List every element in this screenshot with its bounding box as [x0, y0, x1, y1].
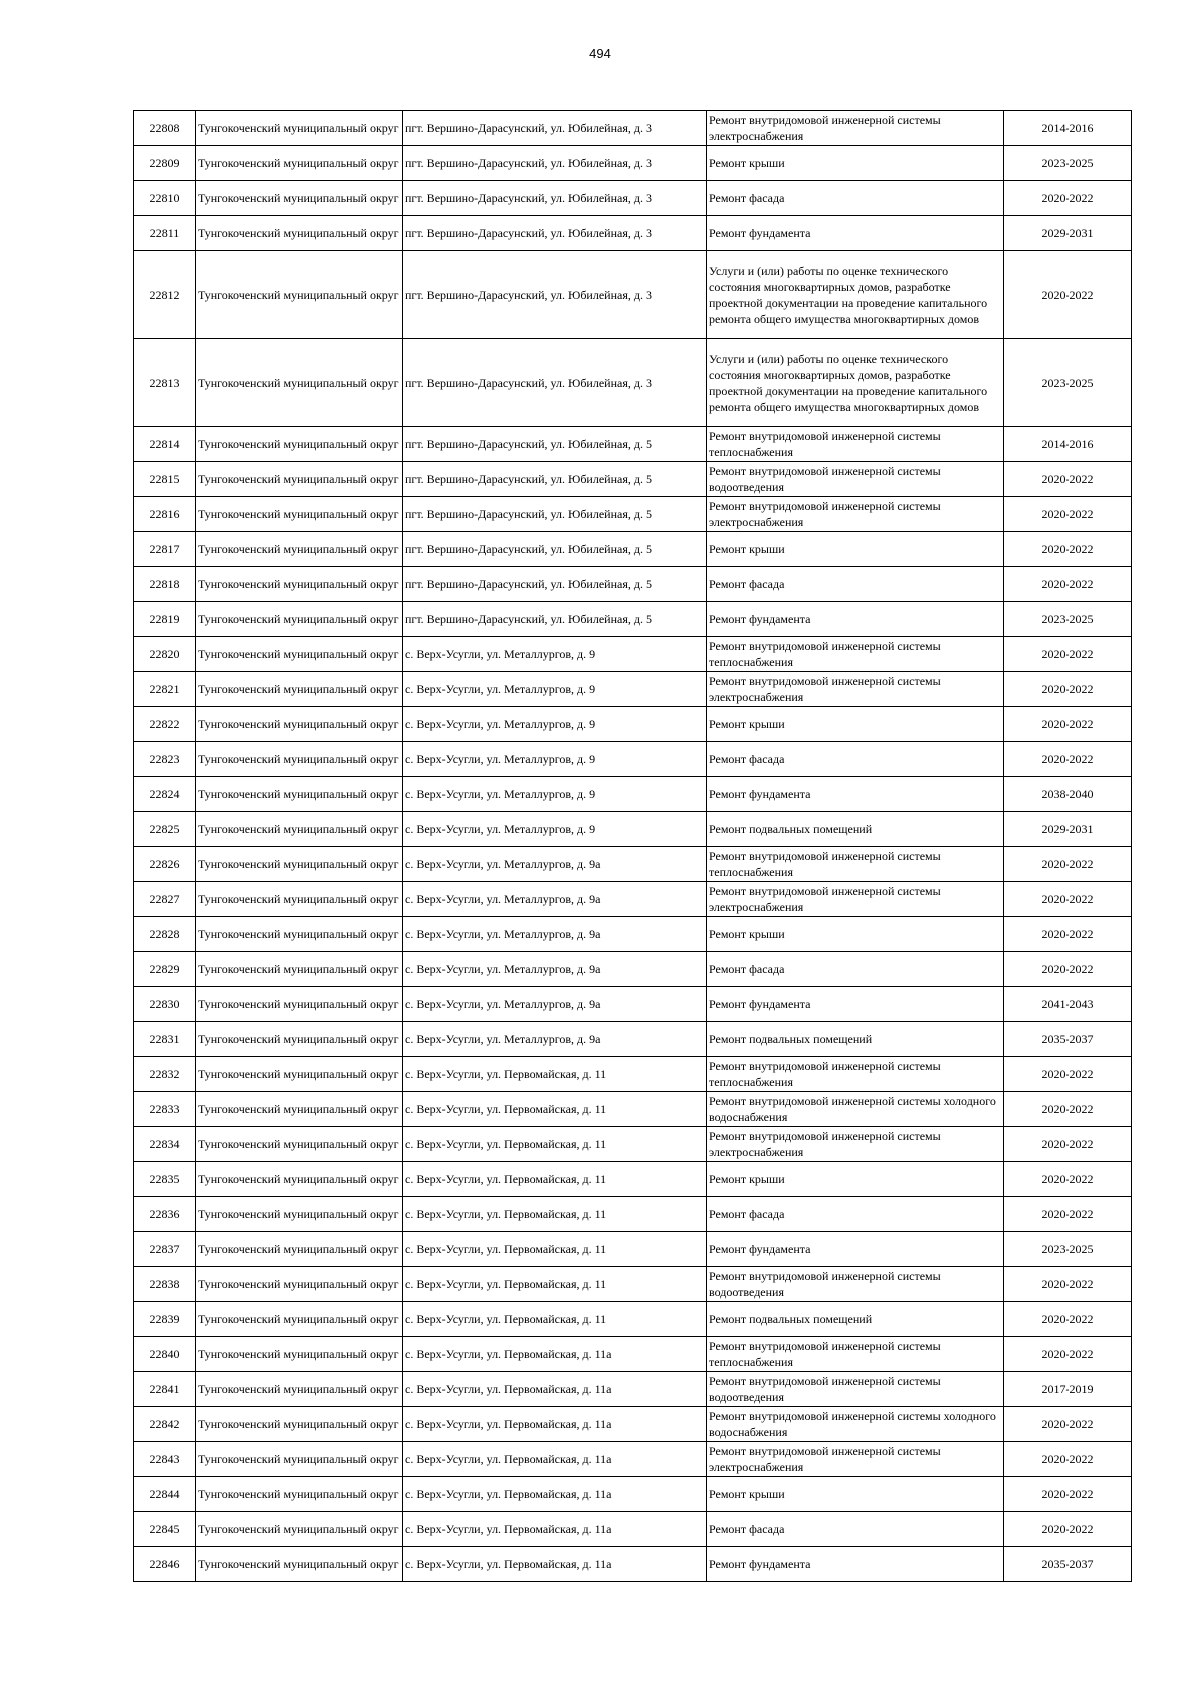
work-type-cell: Ремонт подвальных помещений [707, 812, 1004, 847]
address-cell: пгт. Вершино-Дарасунский, ул. Юбилейная, д. 3 [403, 181, 707, 216]
row-number-cell: 22840 [134, 1337, 196, 1372]
row-number-cell: 22845 [134, 1512, 196, 1547]
work-type-cell: Ремонт крыши [707, 532, 1004, 567]
work-type-cell: Ремонт внутридомовой инженерной системы водоотведения [707, 462, 1004, 497]
table-row [134, 987, 1132, 1022]
period-cell: 2020-2022 [1004, 742, 1132, 777]
municipality-cell: Тунгокоченский муниципальный округ [196, 1547, 403, 1582]
period-cell: 2020-2022 [1004, 1512, 1132, 1547]
work-type-cell: Ремонт фундамента [707, 602, 1004, 637]
period-cell: 2020-2022 [1004, 532, 1132, 567]
table-row [134, 1267, 1132, 1302]
period-cell: 2020-2022 [1004, 251, 1132, 339]
row-number-cell: 22812 [134, 251, 196, 339]
table-row [134, 216, 1132, 251]
work-type-cell: Ремонт внутридомовой инженерной системы теплоснабжения [707, 1337, 1004, 1372]
row-number-cell: 22823 [134, 742, 196, 777]
work-type-cell: Ремонт крыши [707, 1162, 1004, 1197]
table-row [134, 427, 1132, 462]
period-cell: 2020-2022 [1004, 707, 1132, 742]
period-cell: 2020-2022 [1004, 1267, 1132, 1302]
address-cell: с. Верх-Усугли, ул. Первомайская, д. 11 [403, 1127, 707, 1162]
address-cell: с. Верх-Усугли, ул. Металлургов, д. 9 [403, 672, 707, 707]
row-number-cell: 22808 [134, 111, 196, 146]
municipality-cell: Тунгокоченский муниципальный округ [196, 1057, 403, 1092]
table-row [134, 1512, 1132, 1547]
page-number: 494 [589, 46, 611, 61]
address-cell: пгт. Вершино-Дарасунский, ул. Юбилейная, д. 5 [403, 497, 707, 532]
table-row [134, 707, 1132, 742]
table-row [134, 146, 1132, 181]
row-number-cell: 22818 [134, 567, 196, 602]
address-cell: с. Верх-Усугли, ул. Первомайская, д. 11а [403, 1337, 707, 1372]
municipality-cell: Тунгокоченский муниципальный округ [196, 1232, 403, 1267]
row-number-cell: 22829 [134, 952, 196, 987]
work-type-cell: Ремонт крыши [707, 707, 1004, 742]
address-cell: пгт. Вершино-Дарасунский, ул. Юбилейная, д. 5 [403, 462, 707, 497]
table-row [134, 111, 1132, 146]
table-row [134, 1442, 1132, 1477]
table-row [134, 1407, 1132, 1442]
work-type-cell: Ремонт внутридомовой инженерной системы электроснабжения [707, 1442, 1004, 1477]
work-type-cell: Ремонт фасада [707, 1512, 1004, 1547]
table-row [134, 812, 1132, 847]
work-type-cell: Ремонт внутридомовой инженерной системы холодного водоснабжения [707, 1407, 1004, 1442]
address-cell: с. Верх-Усугли, ул. Металлургов, д. 9 [403, 812, 707, 847]
address-cell: пгт. Вершино-Дарасунский, ул. Юбилейная, д. 3 [403, 216, 707, 251]
municipality-cell: Тунгокоченский муниципальный округ [196, 1302, 403, 1337]
address-cell: с. Верх-Усугли, ул. Металлургов, д. 9а [403, 952, 707, 987]
row-number-cell: 22841 [134, 1372, 196, 1407]
work-type-cell: Ремонт внутридомовой инженерной системы холодного водоснабжения [707, 1092, 1004, 1127]
period-cell: 2038-2040 [1004, 777, 1132, 812]
table-row [134, 181, 1132, 216]
table-row [134, 602, 1132, 637]
municipality-cell: Тунгокоченский муниципальный округ [196, 1092, 403, 1127]
address-cell: с. Верх-Усугли, ул. Первомайская, д. 11 [403, 1092, 707, 1127]
work-type-cell: Ремонт фундамента [707, 777, 1004, 812]
row-number-cell: 22831 [134, 1022, 196, 1057]
row-number-cell: 22815 [134, 462, 196, 497]
table-row [134, 532, 1132, 567]
municipality-cell: Тунгокоченский муниципальный округ [196, 812, 403, 847]
period-cell: 2029-2031 [1004, 812, 1132, 847]
address-cell: с. Верх-Усугли, ул. Первомайская, д. 11 [403, 1302, 707, 1337]
address-cell: с. Верх-Усугли, ул. Первомайская, д. 11а [403, 1477, 707, 1512]
row-number-cell: 22816 [134, 497, 196, 532]
address-cell: с. Верх-Усугли, ул. Металлургов, д. 9 [403, 637, 707, 672]
work-type-cell: Ремонт фундамента [707, 216, 1004, 251]
municipality-cell: Тунгокоченский муниципальный округ [196, 1442, 403, 1477]
municipality-cell: Тунгокоченский муниципальный округ [196, 567, 403, 602]
municipality-cell: Тунгокоченский муниципальный округ [196, 987, 403, 1022]
table-row [134, 251, 1132, 339]
table-row [134, 1162, 1132, 1197]
address-cell: с. Верх-Усугли, ул. Металлургов, д. 9а [403, 847, 707, 882]
row-number-cell: 22811 [134, 216, 196, 251]
address-cell: пгт. Вершино-Дарасунский, ул. Юбилейная, д. 5 [403, 427, 707, 462]
table-row [134, 567, 1132, 602]
period-cell: 2020-2022 [1004, 1092, 1132, 1127]
table-row [134, 1547, 1132, 1582]
period-cell: 2020-2022 [1004, 952, 1132, 987]
table-row [134, 742, 1132, 777]
address-cell: с. Верх-Усугли, ул. Первомайская, д. 11 [403, 1267, 707, 1302]
address-cell: с. Верх-Усугли, ул. Первомайская, д. 11 [403, 1232, 707, 1267]
period-cell: 2014-2016 [1004, 427, 1132, 462]
municipality-cell: Тунгокоченский муниципальный округ [196, 777, 403, 812]
row-number-cell: 22817 [134, 532, 196, 567]
period-cell: 2020-2022 [1004, 1127, 1132, 1162]
municipality-cell: Тунгокоченский муниципальный округ [196, 1477, 403, 1512]
period-cell: 2029-2031 [1004, 216, 1132, 251]
work-type-cell: Ремонт фасада [707, 567, 1004, 602]
row-number-cell: 22835 [134, 1162, 196, 1197]
work-type-cell: Ремонт фундамента [707, 987, 1004, 1022]
municipality-cell: Тунгокоченский муниципальный округ [196, 637, 403, 672]
row-number-cell: 22836 [134, 1197, 196, 1232]
row-number-cell: 22830 [134, 987, 196, 1022]
work-type-cell: Ремонт внутридомовой инженерной системы электроснабжения [707, 497, 1004, 532]
address-cell: пгт. Вершино-Дарасунский, ул. Юбилейная, д. 3 [403, 111, 707, 146]
period-cell: 2023-2025 [1004, 146, 1132, 181]
period-cell: 2020-2022 [1004, 181, 1132, 216]
work-type-cell: Ремонт внутридомовой инженерной системы электроснабжения [707, 882, 1004, 917]
period-cell: 2020-2022 [1004, 1442, 1132, 1477]
work-type-cell: Ремонт внутридомовой инженерной системы водоотведения [707, 1267, 1004, 1302]
row-number-cell: 22821 [134, 672, 196, 707]
municipality-cell: Тунгокоченский муниципальный округ [196, 146, 403, 181]
period-cell: 2023-2025 [1004, 602, 1132, 637]
address-cell: с. Верх-Усугли, ул. Первомайская, д. 11 [403, 1057, 707, 1092]
period-cell: 2020-2022 [1004, 1197, 1132, 1232]
work-type-cell: Ремонт фундамента [707, 1232, 1004, 1267]
period-cell: 2020-2022 [1004, 1162, 1132, 1197]
address-cell: пгт. Вершино-Дарасунский, ул. Юбилейная, д. 3 [403, 146, 707, 181]
work-type-cell: Ремонт внутридомовой инженерной системы электроснабжения [707, 111, 1004, 146]
work-type-cell: Ремонт фасада [707, 742, 1004, 777]
row-number-cell: 22826 [134, 847, 196, 882]
work-type-cell: Ремонт внутридомовой инженерной системы водоотведения [707, 1372, 1004, 1407]
work-type-cell: Услуги и (или) работы по оценке технического состояния многоквартирных домов, разработке проектной документации на проведение капитального ремонта общего имущества многоквартирных домов [707, 251, 1004, 339]
table-row [134, 1337, 1132, 1372]
work-type-cell: Услуги и (или) работы по оценке технического состояния многоквартирных домов, разработке проектной документации на проведение капитального ремонта общего имущества многоквартирных домов [707, 339, 1004, 427]
address-cell: с. Верх-Усугли, ул. Металлургов, д. 9а [403, 917, 707, 952]
period-cell: 2020-2022 [1004, 637, 1132, 672]
address-cell: с. Верх-Усугли, ул. Первомайская, д. 11а [403, 1512, 707, 1547]
period-cell: 2035-2037 [1004, 1022, 1132, 1057]
work-type-cell: Ремонт внутридомовой инженерной системы электроснабжения [707, 672, 1004, 707]
row-number-cell: 22813 [134, 339, 196, 427]
row-number-cell: 22814 [134, 427, 196, 462]
period-cell: 2020-2022 [1004, 917, 1132, 952]
address-cell: пгт. Вершино-Дарасунский, ул. Юбилейная, д. 5 [403, 602, 707, 637]
period-cell: 2020-2022 [1004, 882, 1132, 917]
work-type-cell: Ремонт внутридомовой инженерной системы электроснабжения [707, 1127, 1004, 1162]
municipality-cell: Тунгокоченский муниципальный округ [196, 251, 403, 339]
work-type-cell: Ремонт фасада [707, 952, 1004, 987]
address-cell: с. Верх-Усугли, ул. Первомайская, д. 11а [403, 1442, 707, 1477]
address-cell: с. Верх-Усугли, ул. Металлургов, д. 9а [403, 882, 707, 917]
work-type-cell: Ремонт подвальных помещений [707, 1022, 1004, 1057]
municipality-cell: Тунгокоченский муниципальный округ [196, 1162, 403, 1197]
row-number-cell: 22824 [134, 777, 196, 812]
period-cell: 2020-2022 [1004, 1407, 1132, 1442]
table-row [134, 462, 1132, 497]
table-row [134, 1092, 1132, 1127]
row-number-cell: 22809 [134, 146, 196, 181]
municipality-cell: Тунгокоченский муниципальный округ [196, 339, 403, 427]
row-number-cell: 22837 [134, 1232, 196, 1267]
work-type-cell: Ремонт крыши [707, 1477, 1004, 1512]
municipality-cell: Тунгокоченский муниципальный округ [196, 1127, 403, 1162]
municipality-cell: Тунгокоченский муниципальный округ [196, 1022, 403, 1057]
address-cell: пгт. Вершино-Дарасунский, ул. Юбилейная, д. 5 [403, 567, 707, 602]
table-body [134, 111, 1132, 1582]
period-cell: 2020-2022 [1004, 847, 1132, 882]
address-cell: с. Верх-Усугли, ул. Металлургов, д. 9 [403, 777, 707, 812]
work-type-cell: Ремонт внутридомовой инженерной системы теплоснабжения [707, 637, 1004, 672]
table-row [134, 882, 1132, 917]
row-number-cell: 22828 [134, 917, 196, 952]
address-cell: с. Верх-Усугли, ул. Первомайская, д. 11а [403, 1547, 707, 1582]
table-row [134, 952, 1132, 987]
row-number-cell: 22833 [134, 1092, 196, 1127]
municipality-cell: Тунгокоченский муниципальный округ [196, 1337, 403, 1372]
table-row [134, 1302, 1132, 1337]
work-type-cell: Ремонт внутридомовой инженерной системы теплоснабжения [707, 427, 1004, 462]
row-number-cell: 22846 [134, 1547, 196, 1582]
municipality-cell: Тунгокоченский муниципальный округ [196, 672, 403, 707]
table-row [134, 1372, 1132, 1407]
work-type-cell: Ремонт фасада [707, 181, 1004, 216]
municipality-cell: Тунгокоченский муниципальный округ [196, 882, 403, 917]
period-cell: 2023-2025 [1004, 339, 1132, 427]
work-type-cell: Ремонт подвальных помещений [707, 1302, 1004, 1337]
address-cell: пгт. Вершино-Дарасунский, ул. Юбилейная, д. 3 [403, 251, 707, 339]
table-row [134, 917, 1132, 952]
row-number-cell: 22832 [134, 1057, 196, 1092]
municipality-cell: Тунгокоченский муниципальный округ [196, 1197, 403, 1232]
row-number-cell: 22820 [134, 637, 196, 672]
work-type-cell: Ремонт крыши [707, 917, 1004, 952]
address-cell: с. Верх-Усугли, ул. Металлургов, д. 9 [403, 707, 707, 742]
row-number-cell: 22819 [134, 602, 196, 637]
table-row [134, 637, 1132, 672]
row-number-cell: 22827 [134, 882, 196, 917]
address-cell: с. Верх-Усугли, ул. Первомайская, д. 11 [403, 1197, 707, 1232]
period-cell: 2020-2022 [1004, 1477, 1132, 1512]
period-cell: 2014-2016 [1004, 111, 1132, 146]
municipality-cell: Тунгокоченский муниципальный округ [196, 427, 403, 462]
row-number-cell: 22843 [134, 1442, 196, 1477]
period-cell: 2020-2022 [1004, 497, 1132, 532]
municipality-cell: Тунгокоченский муниципальный округ [196, 497, 403, 532]
address-cell: с. Верх-Усугли, ул. Первомайская, д. 11а [403, 1407, 707, 1442]
table-row [134, 1127, 1132, 1162]
municipality-cell: Тунгокоченский муниципальный округ [196, 111, 403, 146]
municipality-cell: Тунгокоченский муниципальный округ [196, 602, 403, 637]
municipality-cell: Тунгокоченский муниципальный округ [196, 216, 403, 251]
work-type-cell: Ремонт фасада [707, 1197, 1004, 1232]
row-number-cell: 22844 [134, 1477, 196, 1512]
municipality-cell: Тунгокоченский муниципальный округ [196, 847, 403, 882]
address-cell: с. Верх-Усугли, ул. Первомайская, д. 11а [403, 1372, 707, 1407]
municipality-cell: Тунгокоченский муниципальный округ [196, 1372, 403, 1407]
row-number-cell: 22822 [134, 707, 196, 742]
period-cell: 2035-2037 [1004, 1547, 1132, 1582]
work-type-cell: Ремонт внутридомовой инженерной системы теплоснабжения [707, 1057, 1004, 1092]
row-number-cell: 22810 [134, 181, 196, 216]
municipality-cell: Тунгокоченский муниципальный округ [196, 742, 403, 777]
municipality-cell: Тунгокоченский муниципальный округ [196, 917, 403, 952]
municipality-cell: Тунгокоченский муниципальный округ [196, 1407, 403, 1442]
address-cell: с. Верх-Усугли, ул. Первомайская, д. 11 [403, 1162, 707, 1197]
work-type-cell: Ремонт фундамента [707, 1547, 1004, 1582]
municipality-cell: Тунгокоченский муниципальный округ [196, 1267, 403, 1302]
period-cell: 2023-2025 [1004, 1232, 1132, 1267]
municipality-cell: Тунгокоченский муниципальный округ [196, 181, 403, 216]
address-cell: пгт. Вершино-Дарасунский, ул. Юбилейная, д. 3 [403, 339, 707, 427]
table-row [134, 497, 1132, 532]
table-row [134, 777, 1132, 812]
period-cell: 2020-2022 [1004, 567, 1132, 602]
address-cell: с. Верх-Усугли, ул. Металлургов, д. 9а [403, 1022, 707, 1057]
work-type-cell: Ремонт крыши [707, 146, 1004, 181]
period-cell: 2020-2022 [1004, 1302, 1132, 1337]
row-number-cell: 22842 [134, 1407, 196, 1442]
table-row [134, 847, 1132, 882]
period-cell: 2020-2022 [1004, 1337, 1132, 1372]
table-row [134, 1022, 1132, 1057]
address-cell: с. Верх-Усугли, ул. Металлургов, д. 9а [403, 987, 707, 1022]
period-cell: 2020-2022 [1004, 672, 1132, 707]
repair-schedule-table [133, 110, 1132, 1582]
period-cell: 2020-2022 [1004, 1057, 1132, 1092]
row-number-cell: 22825 [134, 812, 196, 847]
municipality-cell: Тунгокоченский муниципальный округ [196, 707, 403, 742]
period-cell: 2020-2022 [1004, 462, 1132, 497]
work-type-cell: Ремонт внутридомовой инженерной системы теплоснабжения [707, 847, 1004, 882]
period-cell: 2041-2043 [1004, 987, 1132, 1022]
table-row [134, 1197, 1132, 1232]
municipality-cell: Тунгокоченский муниципальный округ [196, 952, 403, 987]
table-row [134, 1477, 1132, 1512]
municipality-cell: Тунгокоченский муниципальный округ [196, 532, 403, 567]
address-cell: пгт. Вершино-Дарасунский, ул. Юбилейная, д. 5 [403, 532, 707, 567]
period-cell: 2017-2019 [1004, 1372, 1132, 1407]
municipality-cell: Тунгокоченский муниципальный округ [196, 1512, 403, 1547]
row-number-cell: 22838 [134, 1267, 196, 1302]
address-cell: с. Верх-Усугли, ул. Металлургов, д. 9 [403, 742, 707, 777]
table-row [134, 1057, 1132, 1092]
row-number-cell: 22839 [134, 1302, 196, 1337]
table-row [134, 1232, 1132, 1267]
municipality-cell: Тунгокоченский муниципальный округ [196, 462, 403, 497]
table-row [134, 339, 1132, 427]
row-number-cell: 22834 [134, 1127, 196, 1162]
table-row [134, 672, 1132, 707]
